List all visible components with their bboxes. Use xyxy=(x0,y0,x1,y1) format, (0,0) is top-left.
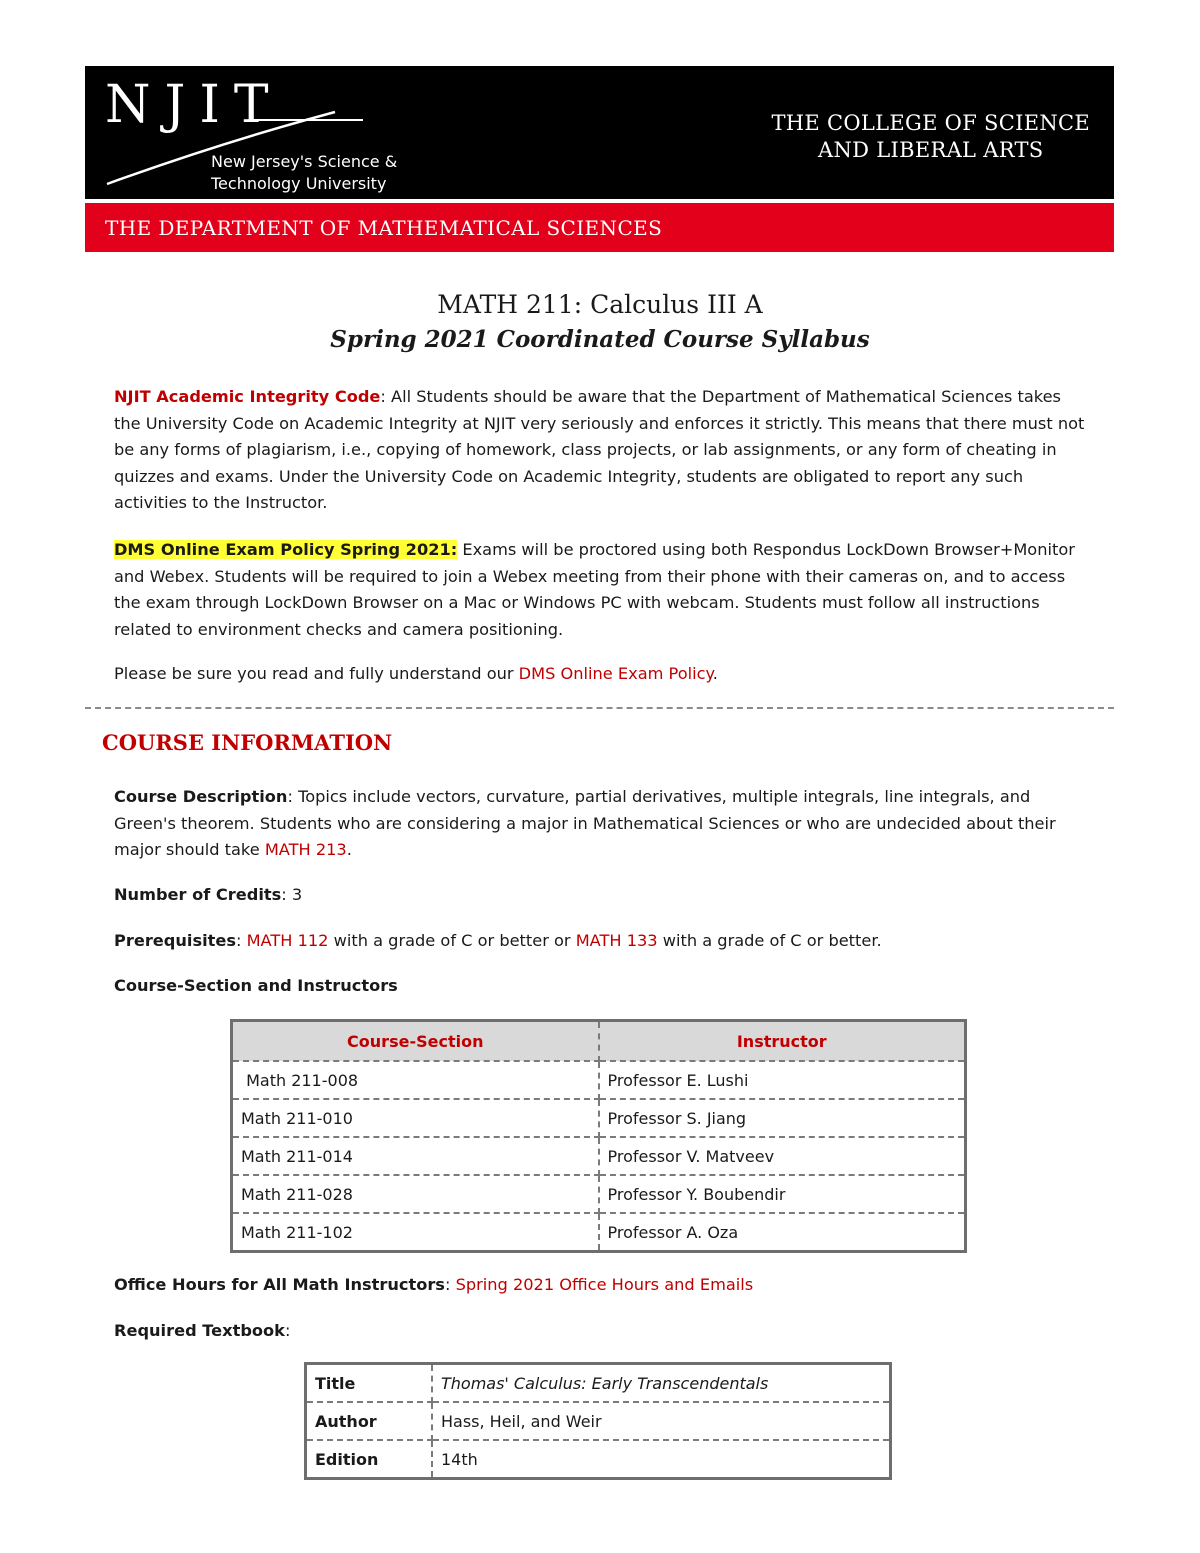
textbook-edition-value: 14th xyxy=(432,1440,891,1479)
instructor-cell: Professor V. Matveev xyxy=(599,1137,966,1175)
logo-subtitle-1: New Jersey's Science & xyxy=(211,152,398,171)
table-row xyxy=(306,1364,891,1403)
section-cell: Math 211-014 xyxy=(232,1137,599,1175)
office-hours-sep: : xyxy=(444,1275,456,1294)
textbook-author-value: Hass, Heil, and Weir xyxy=(432,1402,891,1440)
description-text: : Topics include vectors, curvature, partial derivatives, multiple integrals, line integrals, and Green's theorem. Students who are considering a major in Mathematical Sciences or who are undecided about their major should take xyxy=(114,787,1056,859)
exam-policy-label: DMS Online Exam Policy Spring 2021: xyxy=(114,540,458,559)
credits-value: : 3 xyxy=(281,885,303,904)
section-divider xyxy=(85,707,1114,709)
sections-heading: Course-Section and Instructors xyxy=(114,976,398,995)
njit-logo xyxy=(103,72,423,194)
office-hours-label: Office Hours for All Math Instructors xyxy=(114,1275,445,1294)
prereq-end: with a grade of C or better. xyxy=(657,931,882,950)
read-policy-suffix: . xyxy=(712,664,718,683)
table-header-row xyxy=(232,1021,966,1062)
section-cell: Math 211-008 xyxy=(232,1061,599,1099)
read-policy-paragraph xyxy=(114,661,1089,688)
exam-policy-link[interactable]: DMS Online Exam Policy xyxy=(518,664,713,683)
table-row xyxy=(306,1440,891,1479)
section-cell: Math 211-028 xyxy=(232,1175,599,1213)
course-description xyxy=(114,784,1089,864)
description-end: . xyxy=(346,840,352,859)
course-subtitle: Spring 2021 Coordinated Course Syllabus xyxy=(330,326,870,353)
college-name xyxy=(771,110,1090,164)
table-row xyxy=(232,1137,966,1175)
read-policy-prefix: Please be sure you read and fully understand our xyxy=(114,664,519,683)
textbook-label: Required Textbook xyxy=(114,1321,285,1340)
logo-wordmark: NJIT xyxy=(105,75,283,135)
math-112-link[interactable]: MATH 112 xyxy=(246,931,329,950)
table-row xyxy=(232,1213,966,1252)
integrity-text: : All Students should be aware that the Department of Mathematical Sciences takes the University Code on Academic Integrity at NJIT very seriously and enforces it strictly. This means that there must not be any forms of plagiarism, i.e., copying of homework, class projects, or lab assignments, or any form of cheating in quizzes and exams. Under the University Code on Academic Integrity, students are obligated to report any such activities to the Instructor. xyxy=(114,387,1085,512)
description-label: Course Description xyxy=(114,787,288,806)
course-sections-table xyxy=(230,1019,967,1253)
office-hours-link[interactable]: Spring 2021 Office Hours and Emails xyxy=(455,1275,754,1294)
prereq-sep: : xyxy=(235,931,247,950)
banner-red-band xyxy=(85,199,1114,252)
table-row xyxy=(232,1175,966,1213)
credits-label: Number of Credits xyxy=(114,885,282,904)
header-banner xyxy=(85,66,1114,252)
course-title: MATH 211: Calculus III A xyxy=(437,290,763,319)
textbook-table xyxy=(304,1362,892,1480)
college-line-2: AND LIBERAL ARTS xyxy=(818,138,1044,162)
instructor-cell: Professor E. Lushi xyxy=(599,1061,966,1099)
credits-line xyxy=(114,882,1089,909)
logo-subtitle-2: Technology University xyxy=(211,174,387,193)
banner-black-band xyxy=(85,66,1114,199)
course-information-heading: COURSE INFORMATION xyxy=(102,730,393,755)
integrity-label: NJIT Academic Integrity Code xyxy=(114,387,381,406)
table-row xyxy=(232,1061,966,1099)
column-header-course-section: Course-Section xyxy=(232,1021,599,1062)
column-header-instructor: Instructor xyxy=(599,1021,966,1062)
instructor-cell: Professor Y. Boubendir xyxy=(599,1175,966,1213)
prerequisites-line xyxy=(114,928,1089,955)
section-cell: Math 211-010 xyxy=(232,1099,599,1137)
textbook-sep: : xyxy=(284,1321,291,1340)
integrity-paragraph xyxy=(114,384,1089,517)
instructor-cell: Professor A. Oza xyxy=(599,1213,966,1252)
section-cell: Math 211-102 xyxy=(232,1213,599,1252)
table-row xyxy=(232,1099,966,1137)
office-hours-line xyxy=(114,1272,1089,1299)
textbook-heading-line xyxy=(114,1318,1089,1345)
instructor-cell: Professor S. Jiang xyxy=(599,1099,966,1137)
table-row xyxy=(306,1402,891,1440)
textbook-field-label: Edition xyxy=(306,1440,433,1479)
department-name: THE DEPARTMENT OF MATHEMATICAL SCIENCES xyxy=(105,216,663,240)
college-line-1: THE COLLEGE OF SCIENCE xyxy=(771,111,1090,135)
document-title-block xyxy=(0,288,1200,358)
math-133-link[interactable]: MATH 133 xyxy=(575,931,658,950)
textbook-field-label: Author xyxy=(306,1402,433,1440)
textbook-title-value: Thomas' Calculus: Early Transcendentals xyxy=(432,1364,891,1403)
textbook-field-label: Title xyxy=(306,1364,433,1403)
exam-policy-paragraph xyxy=(114,537,1089,643)
math-213-link[interactable]: MATH 213 xyxy=(264,840,347,859)
exam-policy-text: Exams will be proctored using both Respondus LockDown Browser+Monitor and Webex. Students will be required to join a Webex meeting from their phone with their cameras on, and to access the exam through LockDown Browser on a Mac or Windows PC with webcam. Students must follow all instructions related to environment checks and camera positioning. xyxy=(114,540,1075,639)
prereq-mid: with a grade of C or better or xyxy=(328,931,576,950)
prereq-label: Prerequisites xyxy=(114,931,236,950)
